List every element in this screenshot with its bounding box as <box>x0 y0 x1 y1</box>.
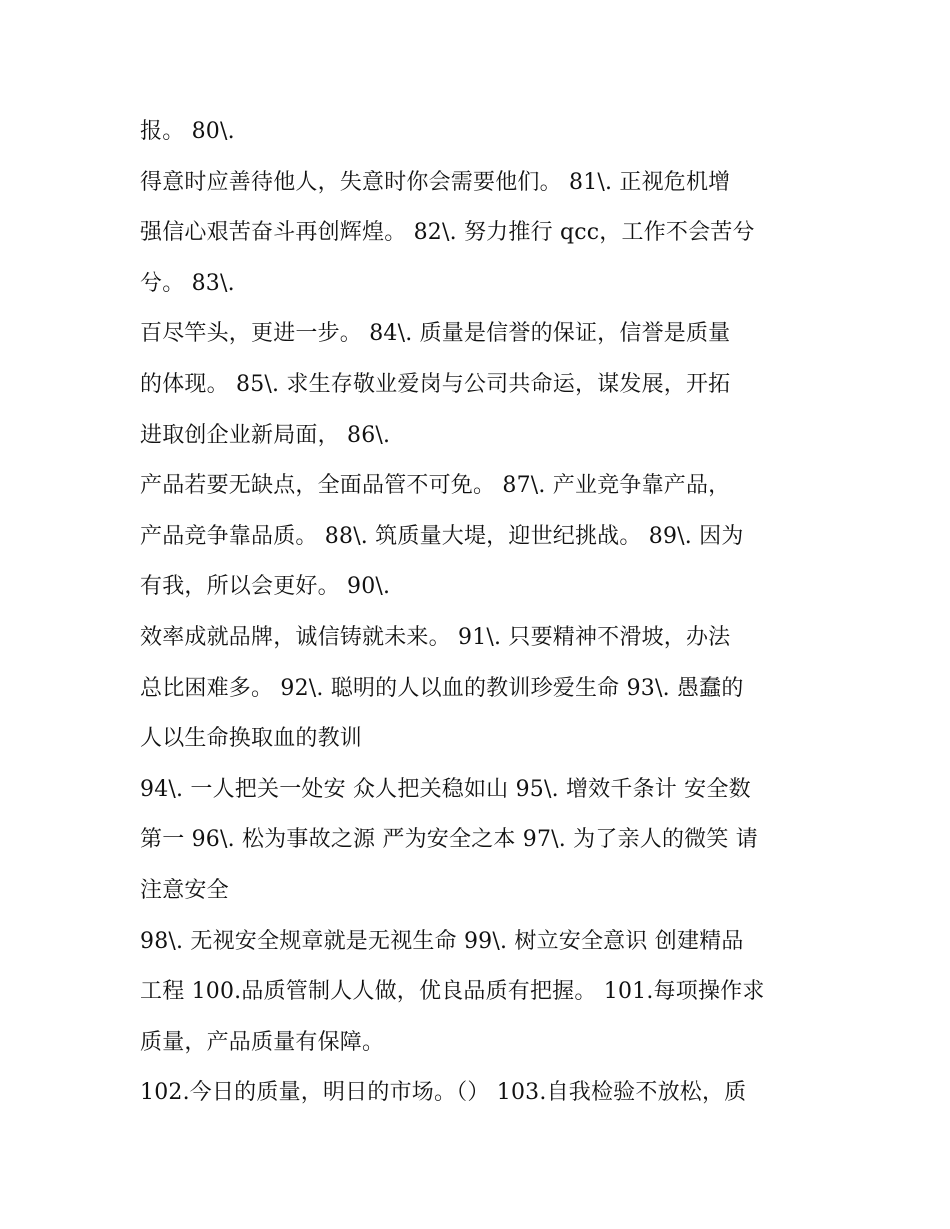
text-line: 兮。 83\. <box>140 270 235 296</box>
text-line: 得意时应善待他人，失意时你会需要他们。 81\. 正视危机增 <box>140 169 731 195</box>
text-line: 效率成就品牌，诚信铸就未来。 91\. 只要精神不滑坡，办法 <box>140 624 731 650</box>
body-text <box>140 107 820 1119</box>
text-line: 进取创企业新局面， 86\. <box>140 422 391 448</box>
text-line: 总比困难多。 92\. 聪明的人以血的教训珍爱生命 93\. 愚蠢的 <box>140 675 744 701</box>
text-line: 第一 96\. 松为事故之源 严为安全之本 97\. 为了亲人的微笑 请 <box>140 827 758 853</box>
text-line: 94\. 一人把关一处安 众人把关稳如山 95\. 增效千条计 安全数 <box>140 776 751 802</box>
text-line: 报。 80\. <box>140 119 235 144</box>
text-line: 质量，产品质量有保障。 <box>140 1029 385 1055</box>
text-line: 102.今日的质量，明日的市场。（） 103.自我检验不放松，质 <box>140 1080 747 1106</box>
text-line: 人以生命换取血的教训 <box>140 726 363 752</box>
text-line: 产品若要无缺点，全面品管不可免。 87\. 产业竞争靠产品， <box>140 473 731 499</box>
text-line: 有我，所以会更好。 90\. <box>140 574 391 600</box>
text-line: 强信心艰苦奋斗再创辉煌。 82\. 努力推行 qcc，工作不会苦兮 <box>140 220 755 246</box>
text-line: 百尽竿头，更进一步。 84\. 质量是信誉的保证，信誉是质量 <box>140 321 731 347</box>
text-line: 的体现。 85\. 求生存敬业爱岗与公司共命运，谋发展，开拓 <box>140 371 731 397</box>
text-line: 注意安全 <box>140 877 229 903</box>
text-line: 98\. 无视安全规章就是无视生命 99\. 树立安全意识 创建精品 <box>140 928 744 954</box>
text-line: 产品竞争靠品质。 88\. 筑质量大堤，迎世纪挑战。 89\. 因为 <box>140 523 744 549</box>
text-line: 工程 100.品质管制人人做，优良品质有把握。 101.每项操作求 <box>140 979 765 1005</box>
